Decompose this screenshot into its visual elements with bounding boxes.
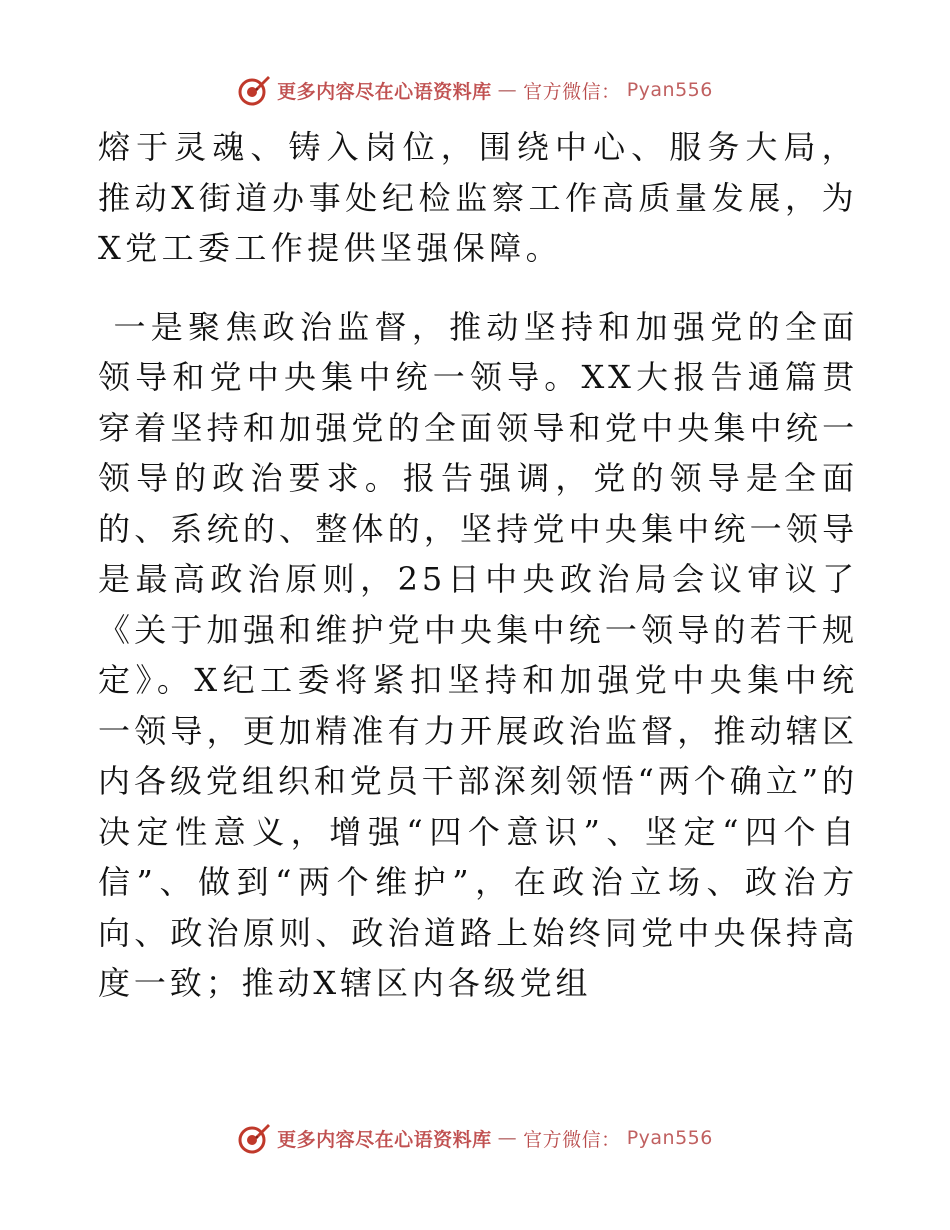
banner-wechat-label: 官方微信：	[523, 1128, 621, 1151]
banner-wechat-id: Pyan556	[626, 1127, 713, 1149]
banner-separator: —	[497, 1127, 518, 1149]
banner-separator: —	[497, 79, 518, 101]
banner-slogan: 更多内容尽在心语资料库	[277, 80, 492, 103]
banner-wechat-label: 官方微信：	[523, 80, 621, 103]
paragraph: 一是聚焦政治监督，推动坚持和加强党的全面领导和党中央集中统一领导。XX大报告通篇贯穿着坚持和加强党的全面领导和党中央集中统一领导的政治要求。报告强调，党的领导是全面的、系统的、整体的，坚持党中央集中统一领导是最高政治原则，25日中央政治局会议审议了《关于加强和维护党中央集中统一领导的若干规定》。X纪工委将紧扣坚持和加强党中央集中统一领导，更加精准有力开展政治监督，推动辖区内各级党组织和党员干部深刻领悟“两个确立”的决定性意义，增强“四个意识”、坚定“四个自信”、做到“两个维护”，在政治立场、政治方向、政治原则、政治道路上始终同党中央保持高度一致；推动X辖区内各级党组	[98, 307, 858, 1002]
banner-wechat-id: Pyan556	[626, 79, 713, 101]
paragraph: 熔于灵魂、铸入岗位，围绕中心、服务大局，推动X街道办事处纪检监察工作高质量发展，为X党工委工作提供坚强保障。	[98, 128, 858, 267]
footer-banner	[0, 1118, 950, 1158]
banner-slogan: 更多内容尽在心语资料库	[277, 1128, 492, 1151]
document-body	[98, 122, 858, 1009]
pen-circle-logo-icon	[237, 73, 271, 107]
pen-circle-logo-icon	[237, 1121, 271, 1155]
header-banner	[0, 70, 950, 110]
